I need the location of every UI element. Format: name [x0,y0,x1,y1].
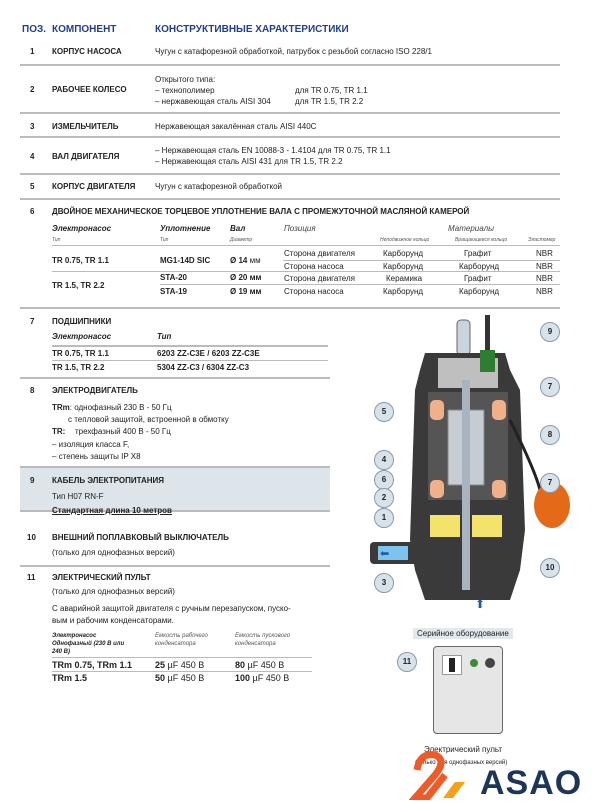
capacitor-pump: TRm 0.75, TRm 1.1 [52,660,133,670]
row-component: КОРПУС ДВИГАТЕЛЯ [52,182,136,191]
divider [20,307,560,309]
row-num: 1 [30,47,35,56]
callout-10: 10 [540,558,560,578]
section-num: 8 [30,386,35,395]
material: Карборунд [459,262,500,271]
motor-text: : однофазный 230 В - 50 Гц [69,403,172,412]
col-header: Емкость пускового [235,633,291,639]
bearing-type: 5304 ZZ-C3 / 6304 ZZ-C3 [157,363,250,372]
col-subheader: Вращающееся кольцо [455,237,508,243]
callout-1: 1 [374,508,394,528]
section-title: ДВОЙНОЕ МЕХАНИЧЕСКОЕ ТОРЦЕВОЕ УПЛОТНЕНИЕ ВАЛА С ПРОМЕЖУТОЧНОЙ МАСЛЯНОЙ КАМЕРОЙ [52,207,470,216]
position: Сторона насоса [284,262,344,271]
callout-3: 3 [374,573,394,593]
position: Сторона насоса [284,287,344,296]
pump-cutaway-illustration [360,310,609,610]
callout-7b: 7 [540,473,560,493]
row-text: – технополимер [155,86,215,95]
svg-text:⬆: ⬆ [475,597,486,610]
panel-subcaption: (только для однофазных версий) [415,760,508,766]
col-header: Емкость рабочего [155,633,208,639]
section-title: ПОДШИПНИКИ [52,317,112,326]
material: Графит [464,249,492,258]
row-component: РАБОЧЕЕ КОЛЕСО [52,85,127,94]
callout-2: 2 [374,488,394,508]
cable-length: Стандартная длина 10 метров [52,506,172,515]
divider [20,565,330,567]
col-header: конденсатора [235,641,276,647]
motor-label: TR: [52,427,66,436]
callout-8: 8 [540,425,560,445]
divider [20,64,560,66]
material: Керамика [386,274,423,283]
unit: мм [249,256,261,265]
row-component: ВАЛ ДВИГАТЕЛЯ [52,152,120,161]
section-title: ВНЕШНИЙ ПОПЛАВКОВЫЙ ВЫКЛЮЧАТЕЛЬ [52,533,229,542]
unit: µF 450 В [252,673,290,683]
shaft-diameter: Ø 14 [230,256,248,265]
pump-group: TR 0.75, TR 1.1 [52,256,109,265]
header-component: КОМПОНЕНТ [52,24,117,35]
row-num: 3 [30,122,35,131]
position: Сторона двигателя [284,249,355,258]
col-subheader: Тип [52,237,61,243]
shaft-diameter: Ø 20 мм [230,273,262,282]
asao-logo-mark [405,750,475,800]
seal-type: STA-19 [160,287,187,296]
col-subheader: Диаметр [230,237,253,243]
section-subtitle: (только для однофазных версий) [52,587,175,596]
callout-7: 7 [540,377,560,397]
callout-6: 6 [374,470,394,490]
motor-text: с тепловой защитой, встроенной в обмотку [68,415,229,424]
divider [20,112,560,114]
col-header: Электронасос [52,332,112,341]
divider [20,173,560,175]
unit: µF 450 В [167,660,205,670]
col-subheader: Эластомер [528,237,556,243]
motor-label: TRm [52,403,70,412]
panel-description: С аварийной защитой двигателя с ручным перезапуском, пуско- [52,604,291,613]
divider [20,377,330,379]
motor-bullet: – изоляция класса F, [52,440,130,449]
col-header: Однофазный (230 В или [52,641,125,647]
col-subheader: Тип [160,237,169,243]
row-text: – Нержавеющая сталь EN 10088-3 - 1.4104 для TR 0.75, TR 1.1 [155,146,391,155]
bearing-type: 6203 ZZ-C3E / 6203 ZZ-C3E [157,349,260,358]
callout-9: 9 [540,322,560,342]
section-num: 11 [27,573,36,582]
row-text: для TR 0.75, TR 1.1 [295,86,368,95]
col-header: Уплотнение [160,224,211,233]
col-header: 240 В) [52,649,71,655]
section-num: 7 [30,317,35,326]
row-num: 5 [30,182,35,191]
asao-logo-text: ASAO [480,764,583,802]
panel-description: вым и рабочим конденсаторами. [52,616,174,625]
col-subheader: Неподвижное кольцо [380,237,430,243]
svg-text:⬅: ⬅ [380,548,390,560]
row-text: Чугун с катафорезной обработкой [155,182,283,191]
callout-5: 5 [374,402,394,422]
material: Карборунд [383,249,424,258]
motor-bullet: – степень защиты IP X8 [52,452,141,461]
material: NBR [536,274,553,283]
header-pos: ПОЗ. [22,24,47,35]
col-header: Тип [157,332,172,341]
row-num: 4 [30,152,35,161]
section-num: 10 [27,533,36,542]
cable-type: Тип H07 RN-F [52,492,104,501]
section-title: КАБЕЛЬ ЭЛЕКТРОПИТАНИЯ [52,476,165,485]
row-text: Чугун с катафорезной обработкой, патрубок с резьбой согласно ISO 228/1 [155,47,432,56]
material: Карборунд [383,287,424,296]
run-capacitor: 25 [155,660,166,670]
section-title: ЭЛЕКТРИЧЕСКИЙ ПУЛЬТ [52,573,151,582]
row-text: для TR 1.5, TR 2.2 [295,97,364,106]
material: Графит [464,274,492,283]
pump-group: TR 1.5, TR 2.2 [52,281,105,290]
material: NBR [536,249,553,258]
material: Карборунд [383,262,424,271]
material: NBR [536,262,553,271]
bearing-pump: TR 0.75, TR 1.1 [52,349,109,358]
row-text: – нержавеющая сталь AISI 304 [155,97,271,106]
divider [20,136,560,138]
section-num: 9 [30,476,35,485]
unit: µF 450 В [247,660,285,670]
row-component: ИЗМЕЛЬЧИТЕЛЬ [52,122,119,131]
shaft-diameter: Ø 19 мм [230,287,262,296]
motor-text: трехфазный 400 В - 50 Гц [75,427,171,436]
col-header: Материалы [448,224,494,233]
seal-type: MG1-14D SIC [160,256,211,265]
unit: µF 450 В [167,673,205,683]
material: NBR [536,287,553,296]
row-text: – Нержавеющая сталь AISI 431 для TR 1.5, TR 2.2 [155,157,343,166]
section-title: ЭЛЕКТРОДВИГАТЕЛЬ [52,386,138,395]
material: Карборунд [459,287,500,296]
run-capacitor: 50 [155,673,166,683]
col-header: Позиция [284,224,316,233]
col-header: конденсатора [155,641,196,647]
col-header: Электронасос [52,224,112,233]
position: Сторона двигателя [284,274,355,283]
capacitor-pump: TRm 1.5 [52,673,88,683]
panel-caption: Электрический пульт [424,745,503,754]
row-component: КОРПУС НАСОСА [52,47,122,56]
header-characteristics: КОНСТРУКТИВНЫЕ ХАРАКТЕРИСТИКИ [155,24,349,35]
callout-4: 4 [374,450,394,470]
section-num: 6 [30,207,35,216]
row-text: Открытого типа: [155,75,216,84]
start-capacitor: 100 [235,673,251,683]
col-header: Вал [230,224,246,233]
callout-11: 11 [397,652,417,672]
bearing-pump: TR 1.5, TR 2.2 [52,363,105,372]
seal-type: STA-20 [160,273,187,282]
row-text: Нержавеющая закалённая сталь AISI 440C [155,122,317,131]
col-header: Электронасос [52,633,97,639]
start-capacitor: 80 [235,660,246,670]
standard-equipment-label: Серийное оборудование [413,628,513,639]
divider [20,198,560,200]
control-panel-illustration [433,646,503,734]
section-subtitle: (только для однофазных версий) [52,548,175,557]
row-num: 2 [30,85,35,94]
